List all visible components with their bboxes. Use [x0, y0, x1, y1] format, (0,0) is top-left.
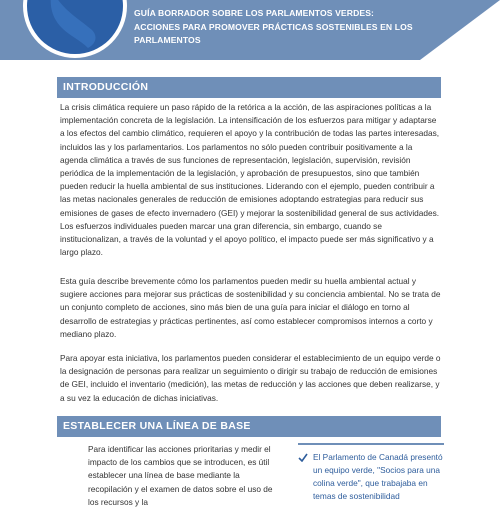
- document-title: [134, 7, 434, 48]
- sidebar-divider: [298, 443, 444, 445]
- title-line: GUÍA BORRADOR SOBRE LOS PARLAMENTOS VERDES:: [134, 8, 375, 18]
- title-line: PARLAMENTOS: [134, 35, 201, 45]
- intro-paragraph-1: La crisis climática requiere un paso rápido de la retórica a la acción, de las aspiraciones políticas a la implementación concreta de la legislación. La intensificación de los esfuerzos para mitigar y adaptarse a los efectos del cambio climático, requieren el apoyo y la contribución de todas las partes interesadas, incluidos las y los parlamentarios. Los parlamentos no sólo pueden contribuir positivamente a la agenda climática a través de sus funciones de representación, legislación, supervisión, revisión periódica de la implementación de la legislación, y aprobación de presupuestos, sino que también pueden reducir la huella ambiental de sus instituciones. Liderando con el ejemplo, pueden contribuir a las metas nacionales generales de reducción de emisiones adoptando estrategias para reducir sus emisiones de gases de efecto invernadero (GEI) y mejorar la sostenibilidad general de sus actividades. Los esfuerzos individuales pueden marcar una gran diferencia, sin embargo, cuando se institucionalizan, a través de la voluntad y el apoyo político, el impacto puede ser más significativo y a largo plazo.: [60, 102, 440, 258]
- baseline-paragraph: Para identificar las acciones prioritarias y medir el impacto de los cambios que se introducen, es útil establecer una línea de base mediante la recopilación y el examen de datos sobre el uso de los recursos y la: [88, 444, 273, 507]
- intro-paragraph-2: Esta guía describe brevemente cómo los parlamentos pueden medir su huella ambiental actual y sugiere acciones para mejorar sus prácticas de sostenibilidad y su conciencia ambiental. No se trata de un conjunto completo de acciones, sino más bien de una guía para iniciar el diálogo en torno al desarrollo de estrategias y prácticas pertinentes, así como establecer compromisos internos a corto y mediano plazo.: [60, 276, 441, 339]
- intro-heading: INTRODUCCIÓN: [57, 77, 441, 98]
- sidebar-text: El Parlamento de Canadá presentó un equipo verde, "Socios para una colina verde", que trabajaba en temas de sostenibilidad: [313, 452, 443, 501]
- title-line: ACCIONES PARA PROMOVER PRÁCTICAS SOSTENIBLES EN LOS: [134, 21, 413, 32]
- intro-paragraph-3: Para apoyar esta iniciativa, los parlamentos pueden considerar el establecimiento de un equipo verde o la designación de personas para realizar un seguimiento o dirigir su trabajo de reducción de emisiones de GEI, incluido el inventario (medición), las metas de reducción y las acciones que deben realizarse, y a su vez la educación de dichas iniciativas.: [60, 353, 441, 403]
- baseline-heading: ESTABLECER UNA LÍNEA DE BASE: [57, 416, 441, 437]
- checkmark-icon: [298, 453, 308, 462]
